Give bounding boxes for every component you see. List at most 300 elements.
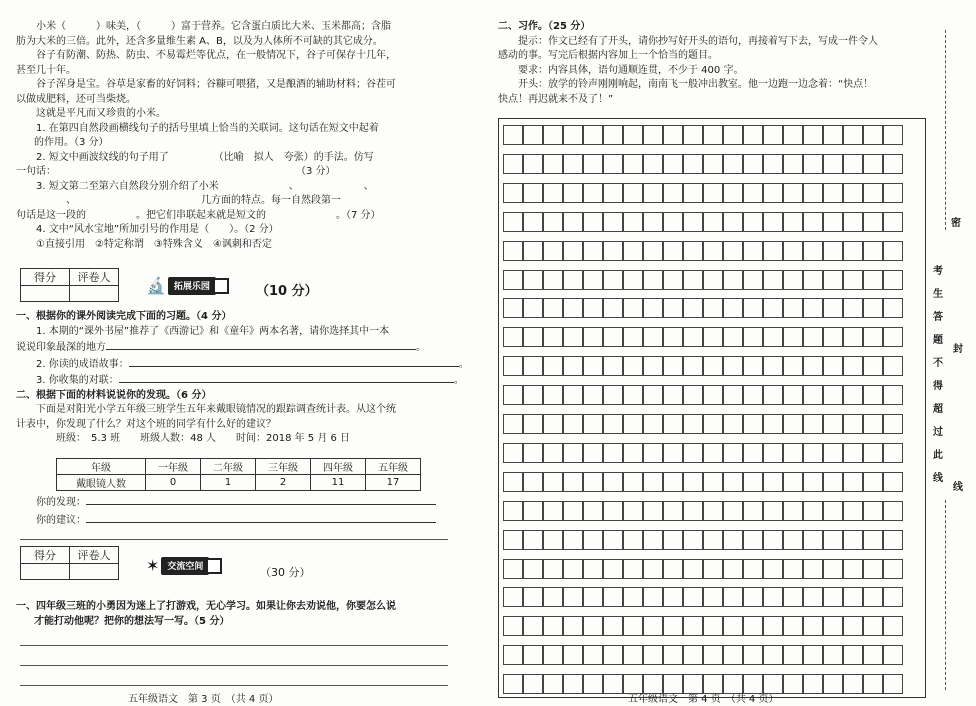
grid-cell[interactable]: [863, 270, 883, 290]
grid-cell[interactable]: [723, 125, 743, 145]
grid-cell[interactable]: [643, 183, 663, 203]
grid-cell[interactable]: [643, 472, 663, 492]
grid-cell[interactable]: [883, 183, 903, 203]
grid-cell[interactable]: [823, 414, 843, 434]
grid-cell[interactable]: [623, 616, 643, 636]
grid-cell[interactable]: [843, 501, 863, 521]
grid-row[interactable]: [503, 443, 903, 463]
essay-grid[interactable]: [498, 118, 926, 698]
grid-cell[interactable]: [663, 414, 683, 434]
grid-cell[interactable]: [643, 645, 663, 665]
grid-cell[interactable]: [503, 587, 523, 607]
grid-cell[interactable]: [643, 587, 663, 607]
grid-cell[interactable]: [823, 559, 843, 579]
grid-cell[interactable]: [623, 645, 643, 665]
grid-cell[interactable]: [583, 443, 603, 463]
grid-cell[interactable]: [783, 183, 803, 203]
grid-cell[interactable]: [683, 125, 703, 145]
grid-row[interactable]: [503, 414, 903, 434]
grid-cell[interactable]: [843, 298, 863, 318]
grid-cell[interactable]: [703, 472, 723, 492]
grid-cell[interactable]: [603, 356, 623, 376]
grader-cell[interactable]: [70, 564, 119, 580]
grid-cell[interactable]: [763, 385, 783, 405]
grid-cell[interactable]: [683, 587, 703, 607]
grid-cell[interactable]: [743, 501, 763, 521]
grid-cell[interactable]: [823, 385, 843, 405]
grid-cell[interactable]: [683, 298, 703, 318]
grid-row[interactable]: [503, 183, 903, 203]
grid-cell[interactable]: [683, 154, 703, 174]
grid-cell[interactable]: [763, 327, 783, 347]
grid-cell[interactable]: [743, 212, 763, 232]
grid-cell[interactable]: [843, 385, 863, 405]
grid-cell[interactable]: [563, 212, 583, 232]
grid-cell[interactable]: [643, 501, 663, 521]
grid-cell[interactable]: [563, 298, 583, 318]
grid-cell[interactable]: [623, 154, 643, 174]
grid-cell[interactable]: [743, 154, 763, 174]
grid-cell[interactable]: [563, 270, 583, 290]
grid-cell[interactable]: [543, 645, 563, 665]
grid-cell[interactable]: [503, 356, 523, 376]
grid-cell[interactable]: [583, 154, 603, 174]
grid-cell[interactable]: [563, 356, 583, 376]
grid-cell[interactable]: [843, 183, 863, 203]
grid-cell[interactable]: [583, 298, 603, 318]
grid-cell[interactable]: [523, 241, 543, 261]
grid-cell[interactable]: [663, 501, 683, 521]
grid-cell[interactable]: [663, 472, 683, 492]
grid-cell[interactable]: [763, 530, 783, 550]
grid-cell[interactable]: [803, 443, 823, 463]
grid-cell[interactable]: [763, 559, 783, 579]
score-cell[interactable]: [21, 564, 70, 580]
grid-cell[interactable]: [783, 414, 803, 434]
grid-cell[interactable]: [663, 183, 683, 203]
grid-cell[interactable]: [623, 443, 643, 463]
grid-cell[interactable]: [763, 501, 783, 521]
grid-cell[interactable]: [563, 385, 583, 405]
grid-cell[interactable]: [863, 385, 883, 405]
grid-cell[interactable]: [663, 559, 683, 579]
grid-cell[interactable]: [523, 298, 543, 318]
grid-cell[interactable]: [563, 154, 583, 174]
grid-cell[interactable]: [503, 125, 523, 145]
grid-row[interactable]: [503, 154, 903, 174]
grid-cell[interactable]: [743, 559, 763, 579]
grid-cell[interactable]: [603, 616, 623, 636]
grid-cell[interactable]: [523, 125, 543, 145]
grid-cell[interactable]: [523, 501, 543, 521]
grid-cell[interactable]: [723, 530, 743, 550]
grid-cell[interactable]: [583, 327, 603, 347]
grid-cell[interactable]: [583, 674, 603, 694]
grid-cell[interactable]: [563, 530, 583, 550]
grid-cell[interactable]: [863, 125, 883, 145]
grid-cell[interactable]: [803, 674, 823, 694]
grid-cell[interactable]: [843, 587, 863, 607]
grid-cell[interactable]: [523, 443, 543, 463]
grid-cell[interactable]: [663, 443, 683, 463]
grid-cell[interactable]: [863, 327, 883, 347]
grid-cell[interactable]: [623, 327, 643, 347]
grid-cell[interactable]: [763, 212, 783, 232]
grid-cell[interactable]: [523, 212, 543, 232]
grid-cell[interactable]: [543, 270, 563, 290]
grid-row[interactable]: [503, 616, 903, 636]
grid-cell[interactable]: [743, 241, 763, 261]
grid-row[interactable]: [503, 298, 903, 318]
grid-cell[interactable]: [523, 270, 543, 290]
grid-cell[interactable]: [603, 645, 623, 665]
grid-cell[interactable]: [623, 183, 643, 203]
grid-cell[interactable]: [683, 530, 703, 550]
grid-cell[interactable]: [763, 414, 783, 434]
grid-cell[interactable]: [783, 298, 803, 318]
grid-cell[interactable]: [863, 530, 883, 550]
grid-cell[interactable]: [683, 559, 703, 579]
grid-cell[interactable]: [683, 385, 703, 405]
grid-cell[interactable]: [783, 587, 803, 607]
grid-cell[interactable]: [843, 212, 863, 232]
grid-cell[interactable]: [803, 645, 823, 665]
grid-cell[interactable]: [703, 501, 723, 521]
grid-cell[interactable]: [743, 183, 763, 203]
grid-cell[interactable]: [843, 327, 863, 347]
grid-cell[interactable]: [543, 674, 563, 694]
grid-cell[interactable]: [723, 212, 743, 232]
grid-cell[interactable]: [683, 414, 703, 434]
grid-cell[interactable]: [763, 472, 783, 492]
grid-cell[interactable]: [543, 327, 563, 347]
grid-cell[interactable]: [783, 241, 803, 261]
grid-cell[interactable]: [843, 616, 863, 636]
grid-cell[interactable]: [703, 125, 723, 145]
grid-cell[interactable]: [503, 501, 523, 521]
grid-cell[interactable]: [703, 154, 723, 174]
grid-cell[interactable]: [843, 414, 863, 434]
grid-cell[interactable]: [643, 154, 663, 174]
grid-cell[interactable]: [503, 183, 523, 203]
grid-cell[interactable]: [503, 645, 523, 665]
grid-cell[interactable]: [603, 587, 623, 607]
grid-cell[interactable]: [603, 385, 623, 405]
grid-cell[interactable]: [503, 154, 523, 174]
grid-cell[interactable]: [623, 501, 643, 521]
grid-cell[interactable]: [543, 125, 563, 145]
grid-cell[interactable]: [803, 125, 823, 145]
grid-cell[interactable]: [883, 298, 903, 318]
grid-cell[interactable]: [563, 645, 583, 665]
grid-cell[interactable]: [883, 472, 903, 492]
grid-cell[interactable]: [823, 472, 843, 492]
grid-cell[interactable]: [863, 183, 883, 203]
grid-cell[interactable]: [883, 154, 903, 174]
grid-row[interactable]: [503, 385, 903, 405]
grid-cell[interactable]: [683, 501, 703, 521]
grid-cell[interactable]: [843, 356, 863, 376]
grid-cell[interactable]: [723, 183, 743, 203]
grid-cell[interactable]: [683, 270, 703, 290]
grid-cell[interactable]: [823, 616, 843, 636]
grid-cell[interactable]: [883, 645, 903, 665]
grid-cell[interactable]: [543, 241, 563, 261]
grid-cell[interactable]: [703, 645, 723, 665]
grid-cell[interactable]: [883, 530, 903, 550]
grid-cell[interactable]: [503, 674, 523, 694]
grid-cell[interactable]: [783, 212, 803, 232]
grid-cell[interactable]: [563, 125, 583, 145]
grid-cell[interactable]: [663, 530, 683, 550]
grid-cell[interactable]: [643, 559, 663, 579]
grid-cell[interactable]: [823, 270, 843, 290]
grid-row[interactable]: [503, 587, 903, 607]
grid-cell[interactable]: [523, 154, 543, 174]
grid-cell[interactable]: [543, 501, 563, 521]
grid-cell[interactable]: [843, 154, 863, 174]
grid-cell[interactable]: [543, 356, 563, 376]
grid-cell[interactable]: [603, 212, 623, 232]
grid-cell[interactable]: [883, 327, 903, 347]
grid-cell[interactable]: [523, 530, 543, 550]
grid-cell[interactable]: [683, 472, 703, 492]
grid-row[interactable]: [503, 645, 903, 665]
grid-cell[interactable]: [583, 241, 603, 261]
grid-cell[interactable]: [823, 212, 843, 232]
grid-cell[interactable]: [503, 241, 523, 261]
grid-cell[interactable]: [603, 443, 623, 463]
grid-cell[interactable]: [523, 385, 543, 405]
grid-cell[interactable]: [583, 212, 603, 232]
grid-cell[interactable]: [523, 616, 543, 636]
grid-cell[interactable]: [723, 154, 743, 174]
grid-cell[interactable]: [803, 183, 823, 203]
grid-cell[interactable]: [663, 645, 683, 665]
grid-cell[interactable]: [563, 472, 583, 492]
grid-cell[interactable]: [883, 674, 903, 694]
grid-cell[interactable]: [643, 530, 663, 550]
grid-cell[interactable]: [743, 530, 763, 550]
grid-cell[interactable]: [883, 356, 903, 376]
grid-cell[interactable]: [703, 298, 723, 318]
grid-cell[interactable]: [523, 472, 543, 492]
grid-cell[interactable]: [623, 559, 643, 579]
grid-cell[interactable]: [803, 356, 823, 376]
grid-row[interactable]: [503, 270, 903, 290]
grid-cell[interactable]: [703, 530, 723, 550]
grid-cell[interactable]: [643, 298, 663, 318]
grid-cell[interactable]: [843, 241, 863, 261]
grid-cell[interactable]: [763, 645, 783, 665]
grid-cell[interactable]: [803, 298, 823, 318]
grid-cell[interactable]: [523, 183, 543, 203]
grid-cell[interactable]: [583, 645, 603, 665]
grid-cell[interactable]: [883, 616, 903, 636]
grid-cell[interactable]: [583, 270, 603, 290]
grid-cell[interactable]: [723, 270, 743, 290]
grid-cell[interactable]: [803, 472, 823, 492]
advice-row[interactable]: 你的建议：: [36, 512, 436, 529]
grid-cell[interactable]: [603, 414, 623, 434]
grid-cell[interactable]: [663, 125, 683, 145]
grid-cell[interactable]: [863, 559, 883, 579]
grid-cell[interactable]: [563, 674, 583, 694]
grid-cell[interactable]: [503, 212, 523, 232]
grid-cell[interactable]: [523, 587, 543, 607]
grid-cell[interactable]: [563, 241, 583, 261]
grid-cell[interactable]: [863, 298, 883, 318]
grid-cell[interactable]: [803, 241, 823, 261]
grid-cell[interactable]: [883, 414, 903, 434]
grid-cell[interactable]: [803, 616, 823, 636]
grid-cell[interactable]: [663, 241, 683, 261]
grid-cell[interactable]: [503, 270, 523, 290]
grid-cell[interactable]: [643, 385, 663, 405]
grid-cell[interactable]: [623, 472, 643, 492]
grid-cell[interactable]: [683, 183, 703, 203]
grid-cell[interactable]: [703, 385, 723, 405]
grid-cell[interactable]: [603, 183, 623, 203]
grid-cell[interactable]: [563, 327, 583, 347]
grid-cell[interactable]: [603, 530, 623, 550]
grid-cell[interactable]: [563, 414, 583, 434]
grid-cell[interactable]: [523, 645, 543, 665]
grid-cell[interactable]: [863, 443, 883, 463]
grid-cell[interactable]: [783, 270, 803, 290]
grid-cell[interactable]: [783, 645, 803, 665]
grid-row[interactable]: [503, 501, 903, 521]
grid-cell[interactable]: [883, 443, 903, 463]
grid-cell[interactable]: [723, 385, 743, 405]
grid-cell[interactable]: [663, 154, 683, 174]
grid-cell[interactable]: [803, 270, 823, 290]
grid-cell[interactable]: [743, 125, 763, 145]
grid-cell[interactable]: [843, 559, 863, 579]
grid-cell[interactable]: [643, 125, 663, 145]
grid-cell[interactable]: [683, 356, 703, 376]
grid-cell[interactable]: [603, 241, 623, 261]
grid-cell[interactable]: [563, 183, 583, 203]
grid-cell[interactable]: [823, 501, 843, 521]
grid-cell[interactable]: [823, 241, 843, 261]
grid-cell[interactable]: [623, 587, 643, 607]
grid-cell[interactable]: [883, 559, 903, 579]
grid-cell[interactable]: [603, 270, 623, 290]
grid-cell[interactable]: [763, 241, 783, 261]
grid-cell[interactable]: [623, 356, 643, 376]
grid-cell[interactable]: [803, 530, 823, 550]
grid-cell[interactable]: [603, 327, 623, 347]
grid-cell[interactable]: [743, 443, 763, 463]
grid-cell[interactable]: [743, 270, 763, 290]
grid-cell[interactable]: [523, 559, 543, 579]
grid-cell[interactable]: [783, 501, 803, 521]
grid-cell[interactable]: [683, 241, 703, 261]
grid-cell[interactable]: [583, 616, 603, 636]
grid-cell[interactable]: [623, 530, 643, 550]
grid-cell[interactable]: [723, 443, 743, 463]
grid-cell[interactable]: [503, 298, 523, 318]
answer-line[interactable]: [20, 644, 448, 646]
grid-cell[interactable]: [663, 616, 683, 636]
grid-cell[interactable]: [543, 616, 563, 636]
grid-cell[interactable]: [823, 154, 843, 174]
grid-cell[interactable]: [623, 270, 643, 290]
grid-cell[interactable]: [503, 385, 523, 405]
grid-cell[interactable]: [863, 645, 883, 665]
grid-cell[interactable]: [783, 125, 803, 145]
grid-cell[interactable]: [623, 212, 643, 232]
grid-cell[interactable]: [723, 616, 743, 636]
grid-cell[interactable]: [503, 616, 523, 636]
grid-cell[interactable]: [823, 530, 843, 550]
grid-cell[interactable]: [583, 356, 603, 376]
grid-cell[interactable]: [883, 212, 903, 232]
grid-cell[interactable]: [603, 125, 623, 145]
grid-cell[interactable]: [783, 530, 803, 550]
grid-cell[interactable]: [643, 241, 663, 261]
grid-cell[interactable]: [863, 587, 883, 607]
answer-line[interactable]: [20, 664, 448, 666]
grid-cell[interactable]: [703, 587, 723, 607]
grid-cell[interactable]: [563, 443, 583, 463]
grid-cell[interactable]: [723, 645, 743, 665]
answer-line[interactable]: [20, 684, 448, 686]
grid-cell[interactable]: [643, 270, 663, 290]
grid-cell[interactable]: [823, 587, 843, 607]
finding-row[interactable]: 你的发现：: [36, 494, 436, 511]
grid-cell[interactable]: [803, 385, 823, 405]
grid-cell[interactable]: [743, 472, 763, 492]
answer-line[interactable]: [20, 538, 448, 540]
grid-cell[interactable]: [543, 559, 563, 579]
grid-cell[interactable]: [503, 530, 523, 550]
grid-cell[interactable]: [743, 298, 763, 318]
grid-cell[interactable]: [843, 472, 863, 492]
grid-cell[interactable]: [683, 645, 703, 665]
grid-cell[interactable]: [563, 587, 583, 607]
grid-cell[interactable]: [763, 616, 783, 636]
grid-cell[interactable]: [663, 212, 683, 232]
grid-cell[interactable]: [723, 414, 743, 434]
grid-cell[interactable]: [563, 559, 583, 579]
grid-cell[interactable]: [763, 183, 783, 203]
grid-cell[interactable]: [723, 559, 743, 579]
grid-cell[interactable]: [623, 414, 643, 434]
grid-cell[interactable]: [523, 327, 543, 347]
grid-cell[interactable]: [663, 270, 683, 290]
grid-cell[interactable]: [823, 674, 843, 694]
grid-cell[interactable]: [863, 356, 883, 376]
grid-cell[interactable]: [583, 414, 603, 434]
grid-cell[interactable]: [603, 674, 623, 694]
grid-cell[interactable]: [743, 385, 763, 405]
grid-cell[interactable]: [783, 443, 803, 463]
grid-cell[interactable]: [843, 443, 863, 463]
grid-cell[interactable]: [663, 356, 683, 376]
grid-cell[interactable]: [643, 212, 663, 232]
grid-cell[interactable]: [863, 414, 883, 434]
grid-cell[interactable]: [683, 327, 703, 347]
grid-cell[interactable]: [503, 472, 523, 492]
grid-cell[interactable]: [783, 674, 803, 694]
grid-cell[interactable]: [523, 356, 543, 376]
grid-cell[interactable]: [623, 385, 643, 405]
grid-cell[interactable]: [723, 356, 743, 376]
grader-cell[interactable]: [70, 286, 119, 302]
grid-cell[interactable]: [863, 501, 883, 521]
